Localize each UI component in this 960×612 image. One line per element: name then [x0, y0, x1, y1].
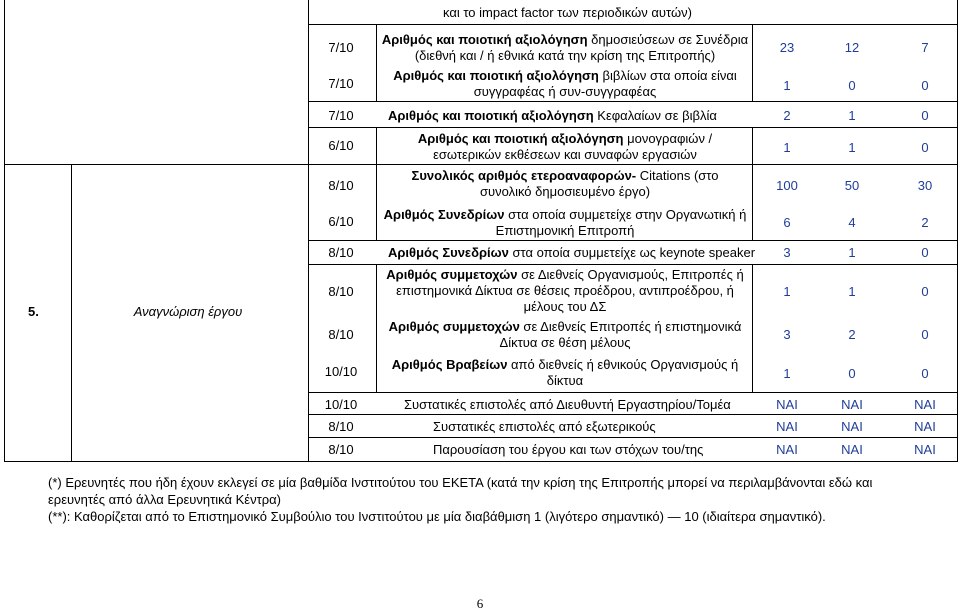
column-separator [752, 24, 753, 101]
description-rest: σε Διεθνείς Οργανισμούς, Επιτροπές ή [517, 267, 744, 282]
value-cell: ΝΑΙ [841, 442, 863, 457]
row-score: 8/10 [328, 245, 354, 260]
column-separator [376, 127, 377, 240]
row-description [380, 357, 750, 389]
description-bold: Αριθμός συμμετοχών [388, 319, 520, 334]
description-rest: στα οποία συμμετείχε ως keynote speaker [508, 245, 756, 260]
value-cell: 0 [921, 284, 929, 299]
description-bold: Αριθμός και ποιοτική αξιολόγηση [388, 108, 594, 123]
value-cell: 0 [921, 245, 929, 260]
value-cell: 1 [783, 366, 791, 381]
description-line: Επιστημονική Επιτροπή [495, 223, 635, 238]
row-score: 6/10 [328, 214, 354, 229]
row-description: Παρουσίαση του έργου και των στόχων του/της [433, 442, 704, 457]
value-cell: 6 [783, 215, 791, 230]
row-separator [308, 127, 957, 128]
row-description [380, 319, 750, 351]
footnote: (**): Καθορίζεται από το Επιστημονικό Συμβούλιο του Ινστιτούτου με μία διαβάθμιση 1 (λιγότερο σημαντικό) — 10 (ιδιαίτερα σημαντικό). [48, 509, 826, 524]
description-rest: δημοσιεύσεων σε Συνέδρια [587, 32, 749, 47]
value-cell: 30 [917, 178, 933, 193]
value-cell: ΝΑΙ [776, 442, 798, 457]
row-score: 7/10 [328, 40, 354, 55]
value-cell: 1 [783, 284, 791, 299]
row-separator [308, 240, 957, 241]
value-cell: 0 [921, 366, 929, 381]
row-score: 10/10 [324, 397, 358, 412]
value-cell: 3 [783, 245, 791, 260]
description-rest: μονογραφιών / [623, 131, 713, 146]
continuation-text: και το impact factor των περιοδικών αυτών) [443, 5, 692, 20]
row-separator [308, 414, 957, 415]
value-cell: 0 [921, 78, 929, 93]
value-cell: 1 [848, 108, 856, 123]
row-score: 8/10 [328, 284, 354, 299]
value-cell: 7 [921, 40, 929, 55]
description-line: επιστημονικά Δίκτυα σε θέσεις προέδρου, αντιπροέδρου, ή [396, 283, 734, 298]
row-description [380, 131, 750, 163]
row-score: 6/10 [328, 138, 354, 153]
description-bold: Αριθμός συμμετοχών [386, 267, 518, 282]
value-cell: 1 [848, 245, 856, 260]
value-cell: 0 [921, 327, 929, 342]
value-cell: 1 [848, 140, 856, 155]
value-cell: ΝΑΙ [776, 419, 798, 434]
description-line: εσωτερικών εκθέσεων και συναφών εργασιών [433, 147, 697, 162]
description-line: (διεθνή και / ή εθνικά κατά την κρίση της Επιτροπής) [414, 48, 716, 63]
description-bold: Αριθμός Βραβείων [391, 357, 508, 372]
column-separator [752, 127, 753, 240]
description-rest: σε Διεθνείς Επιτροπές ή επιστημονικά [519, 319, 742, 334]
description-line: συγγραφέας ή συν-συγγραφέας [473, 84, 657, 99]
row-score: 8/10 [328, 442, 354, 457]
value-cell: 4 [848, 215, 856, 230]
section-number: 5. [28, 304, 39, 319]
description-bold: Αριθμός και ποιοτική αξιολόγηση [417, 131, 624, 146]
value-cell: 1 [848, 284, 856, 299]
row-separator [308, 264, 957, 265]
value-cell: 2 [848, 327, 856, 342]
row-score: 10/10 [324, 364, 358, 379]
value-cell: ΝΑΙ [841, 419, 863, 434]
description-line: δίκτυα [546, 373, 584, 388]
value-cell: 12 [844, 40, 860, 55]
value-cell: ΝΑΙ [841, 397, 863, 412]
description-bold: Αριθμός Συνεδρίων [388, 245, 509, 260]
column-separator [308, 0, 309, 461]
page-number: 6 [476, 596, 484, 611]
row-score: 8/10 [328, 178, 354, 193]
row-separator [308, 101, 957, 102]
description-rest: από διεθνείς ή εθνικούς Οργανισμούς ή [507, 357, 739, 372]
description-bold: Αριθμός Συνεδρίων [383, 207, 505, 222]
value-cell: 0 [848, 78, 856, 93]
column-separator [376, 264, 377, 392]
row-separator [5, 164, 957, 165]
column-separator [752, 264, 753, 392]
value-cell: ΝΑΙ [776, 397, 798, 412]
value-cell: 2 [783, 108, 791, 123]
value-cell: 1 [783, 140, 791, 155]
value-cell: ΝΑΙ [914, 419, 936, 434]
description-line: συνολικό δημοσιευμένο έργο) [479, 184, 651, 199]
row-description [380, 168, 750, 200]
row-separator [308, 24, 957, 25]
description-rest: στα οποία συμμετείχε στην Οργανωτική ή [504, 207, 747, 222]
row-separator [308, 437, 957, 438]
row-separator [308, 392, 957, 393]
column-separator [376, 24, 377, 101]
row-score: 7/10 [328, 76, 354, 91]
row-description [380, 32, 750, 64]
value-cell: 100 [776, 178, 798, 193]
description-bold: Αριθμός και ποιοτική αξιολόγηση [393, 68, 599, 83]
description-bold: Συνολικός αριθμός ετεροαναφορών- [411, 168, 637, 183]
value-cell: 0 [921, 140, 929, 155]
footnote: (*) Ερευνητές που ήδη έχουν εκλεγεί σε μία βαθμίδα Ινστιτούτου του ΕΚΕΤΑ (κατά την κρίση της Επιτροπής μπορεί να περιλαμβάνονται εδώ και ερευνητές από άλλα Ερευνητικά Κέντρα) [48, 475, 873, 507]
column-separator [71, 164, 72, 461]
value-cell: 2 [921, 215, 929, 230]
row-score: 8/10 [328, 327, 354, 342]
value-cell: ΝΑΙ [914, 397, 936, 412]
row-score: 8/10 [328, 419, 354, 434]
row-description [388, 108, 717, 123]
row-description: Συστατικές επιστολές από Διευθυντή Εργαστηρίου/Τομέα [404, 397, 731, 412]
value-cell: 23 [779, 40, 795, 55]
description-rest: Κεφαλαίων σε βιβλία [593, 108, 717, 123]
value-cell: 0 [921, 108, 929, 123]
description-bold: Αριθμός και ποιοτική αξιολόγηση [381, 32, 588, 47]
value-cell: 3 [783, 327, 791, 342]
description-line: Δίκτυα σε θέση μέλους [499, 335, 631, 350]
row-score: 7/10 [328, 108, 354, 123]
row-description [380, 68, 750, 100]
description-rest: Citations (στο [636, 168, 719, 183]
description-line: μέλους του ΔΣ [523, 299, 607, 314]
description-rest: βιβλίων στα οποία είναι [598, 68, 737, 83]
row-description [388, 245, 755, 260]
section-title: Αναγνώριση έργου [133, 304, 243, 319]
value-cell: 0 [848, 366, 856, 381]
value-cell: ΝΑΙ [914, 442, 936, 457]
row-description [380, 267, 750, 315]
value-cell: 50 [844, 178, 860, 193]
row-description [380, 207, 750, 239]
row-description: Συστατικές επιστολές από εξωτερικούς [433, 419, 656, 434]
value-cell: 1 [783, 78, 791, 93]
